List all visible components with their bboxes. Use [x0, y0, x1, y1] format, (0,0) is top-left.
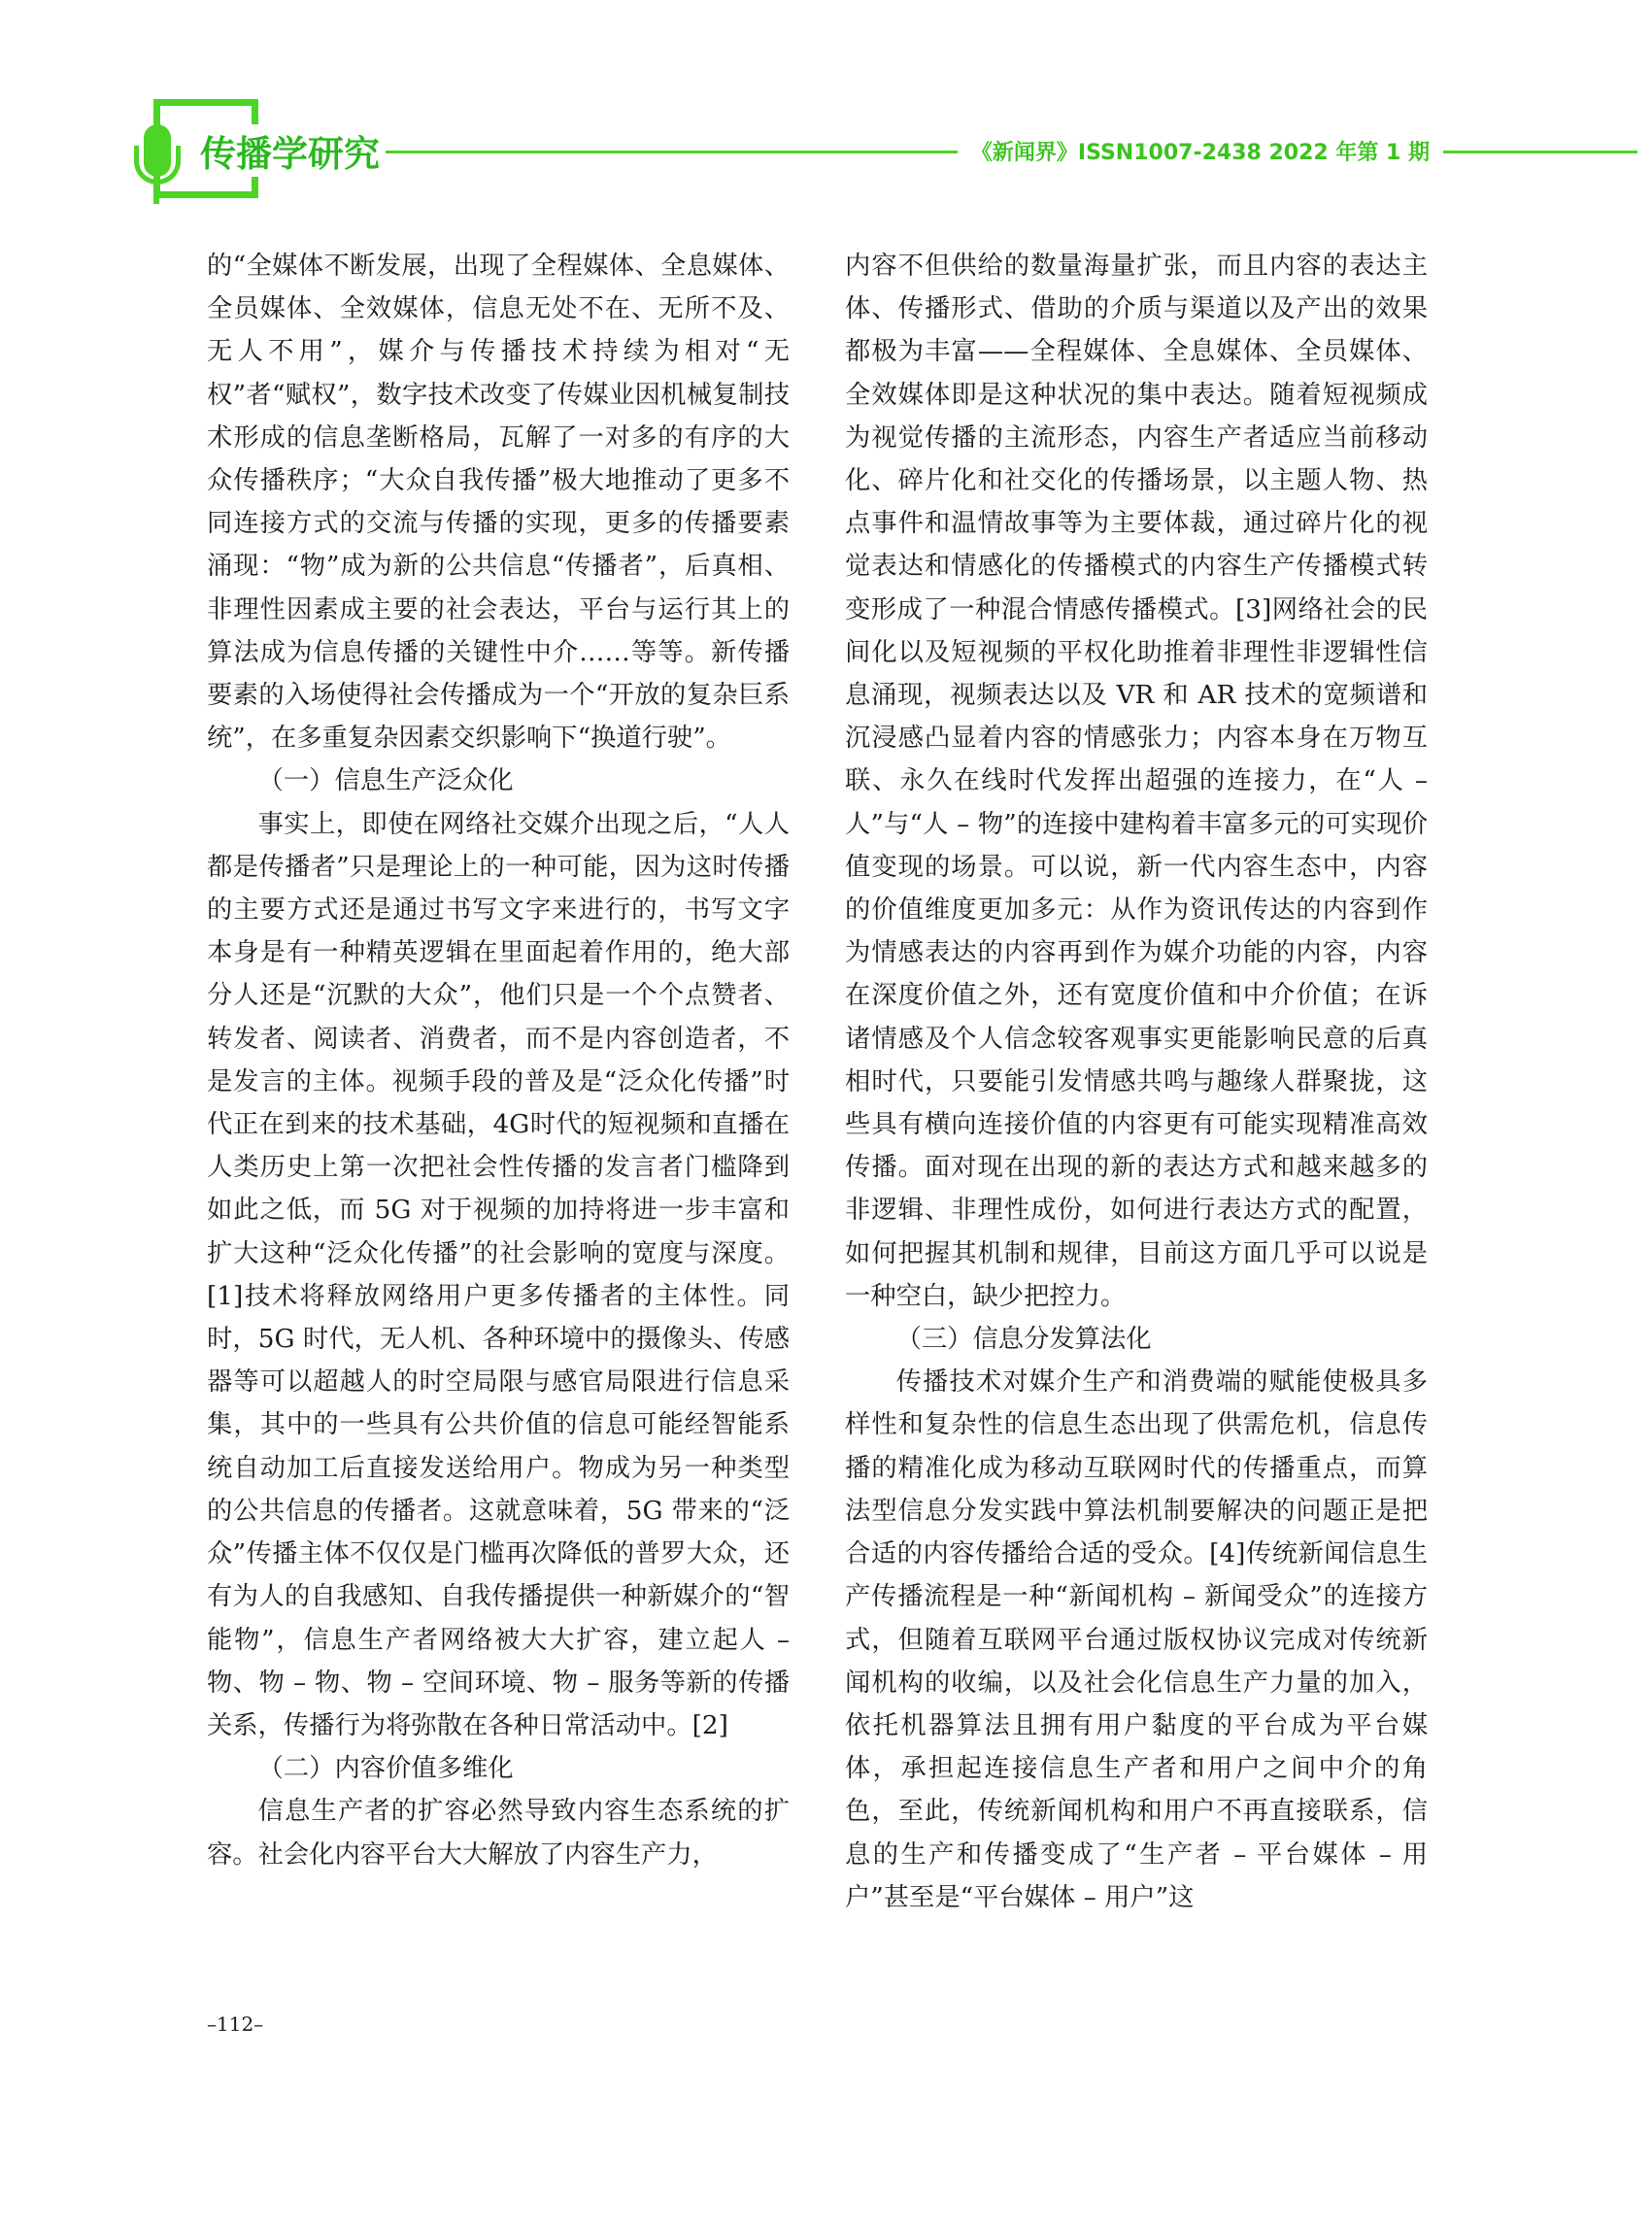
section-title: 传播学研究	[194, 124, 386, 177]
left-column	[207, 245, 790, 1876]
paragraph: 的“全媒体不断发展，出现了全程媒体、全息媒体、全员媒体、全效媒体，信息无处不在、无所不及、无人不用”，媒介与传播技术持续为相对“无权”者“赋权”，数字技术改变了传媒业因机械复制技术形成的信息垄断格局，瓦解了一对多的有序的大众传播秩序；“大众自我传播”极大地推动了更多不同连接方式的交流与传播的实现，更多的传播要素涌现：“物”成为新的公共信息“传播者”，后真相、非理性因素成主要的社会表达，平台与运行其上的算法成为信息传播的关键性中介……等等。新传播要素的入场使得社会传播成为一个“开放的复杂巨系统”，在多重复杂因素交织影响下“换道行驶”。	[207, 252, 790, 754]
paragraph: 信息生产者的扩容必然导致内容生态系统的扩容。社会化内容平台大大解放了内容生产力，	[207, 1797, 790, 1870]
paragraph: 事实上，即使在网络社交媒介出现之后，“人人都是传播者”只是理论上的一种可能，因为这时传播的主要方式还是通过书写文字来进行的，书写文字本身是有一种精英逻辑在里面起着作用的，绝大部分人还是“沉默的大众”，他们只是一个个点赞者、转发者、阅读者、消费者，而不是内容创造者，不是发言的主体。视频手段的普及是“泛众化传播”时代正在到来的技术基础，4G时代的短视频和直播在人类历史上第一次把社会性传播的发言者门槛降到如此之低，而 5G 对于视频的加持将进一步丰富和扩大这种“泛众化传播”的社会影响的宽度与深度。[1]技术将释放网络用户更多传播者的主体性。同时，5G 时代，无人机、各种环境中的摄像头、传感器等可以超越人的时空局限与感官局限进行信息采集，其中的一些具有公共价值的信息可能经智能系统自动加工后直接发送给用户。物成为另一种类型的公共信息的传播者。这就意味着，5G 带来的“泛众”传播主体不仅仅是门槛再次降低的普罗大众，还有为人的自我感知、自我传播提供一种新媒介的“智能物”，信息生产者网络被大大扩容，建立起人 – 物、物 – 物、物 – 空间环境、物 – 服务等新的传播关系，传播行为将弥散在各种日常活动中。[2]	[207, 809, 790, 1740]
subsection-heading: （一）信息生产泛众化	[257, 766, 514, 796]
paragraph: 内容不但供给的数量海量扩张，而且内容的表达主体、传播形式、借助的介质与渠道以及产出的效果都极为丰富——全程媒体、全息媒体、全员媒体、全效媒体即是这种状况的集中表达。随着短视频成为视觉传播的主流形态，内容生产者适应当前移动化、碎片化和社交化的传播场景，以主题人物、热点事件和温情故事等为主要体裁，通过碎片化的视觉表达和情感化的传播模式的内容生产传播模式转变形成了一种混合情感传播模式。[3]网络社会的民间化以及短视频的平权化助推着非理性非逻辑性信息涌现，视频表达以及 VR 和 AR 技术的宽频谱和沉浸感凸显着内容的情感张力；内容本身在万物互联、永久在线时代发挥出超强的连接力，在“人 – 人”与“人 – 物”的连接中建构着丰富多元的可实现价值变现的场景。可以说，新一代内容生态中，内容的价值维度更加多元：从作为资讯传达的内容到作为情感表达的内容再到作为媒介功能的内容，内容在深度价值之外，还有宽度价值和中介价值；在诉诸情感及个人信念较客观事实更能影响民意的后真相时代，只要能引发情感共鸣与趣缘人群聚拢，这些具有横向连接价值的内容更有可能实现精准高效传播。面对现在出现的新的表达方式和越来越多的非逻辑、非理性成份，如何进行表达方式的配置，如何把握其机制和规律，目前这方面几乎可以说是一种空白，缺少把控力。	[845, 252, 1428, 1311]
right-column	[845, 245, 1428, 1919]
microphone-post-icon	[153, 183, 159, 204]
microphone-icon	[144, 124, 171, 177]
subsection-heading: （三）信息分发算法化	[895, 1325, 1152, 1355]
paragraph: 传播技术对媒介生产和消费端的赋能使极具多样性和复杂性的信息生态出现了供需危机，信息传播的精准化成为移动互联网时代的传播重点，而算法型信息分发实践中算法机制要解决的问题正是把合适的内容传播给合适的受众。[4]传统新闻信息生产传播流程是一种“新闻机构 – 新闻受众”的连接方式，但随着互联网平台通过版权协议完成对传统新闻机构的收编，以及社会化信息生产力量的加入，依托机器算法且拥有用户黏度的平台成为平台媒体，承担起连接信息生产者和用户之间中介的角色，至此，传统新闻机构和用户不再直接联系，信息的生产和传播变成了“生产者 – 平台媒体 – 用户”甚至是“平台媒体 – 用户”这	[845, 1367, 1428, 1912]
page-number: –112–	[207, 2012, 264, 2036]
subsection-heading: （二）内容价值多维化	[257, 1754, 514, 1784]
journal-issue: 《新闻界》ISSN1007-2438 2022 年第 1 期	[958, 136, 1443, 166]
